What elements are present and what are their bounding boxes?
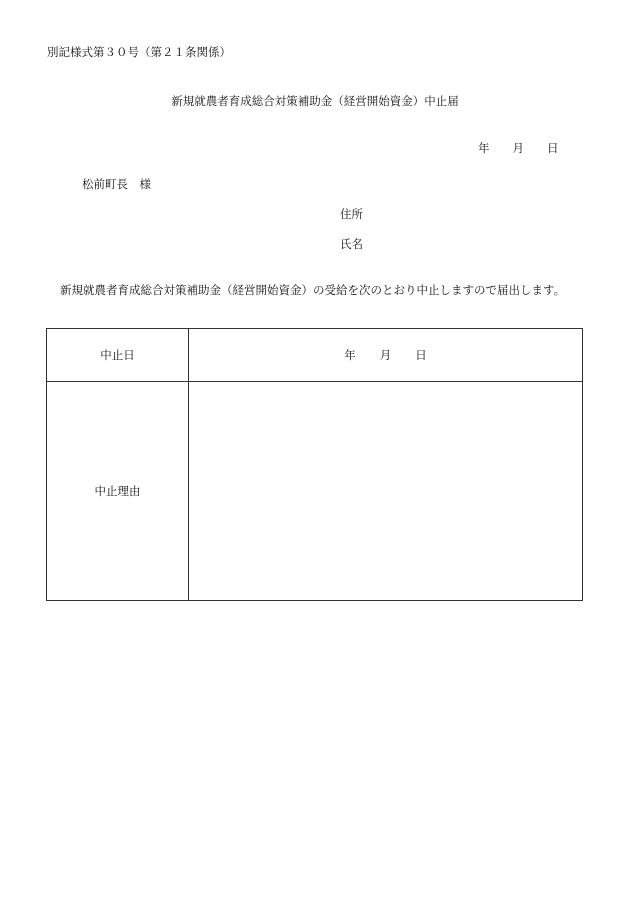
stop-date-month: 月 [379, 348, 392, 362]
form-number: 別記様式第３０号（第２１条関係） [47, 45, 231, 59]
address-label: 住所 [340, 207, 363, 221]
submission-date[interactable] [478, 143, 559, 155]
stop-reason-field[interactable] [189, 382, 582, 600]
stop-date-field[interactable] [189, 329, 582, 381]
stop-notification-table [46, 328, 583, 601]
notification-statement: 新規就農者育成総合対策補助金（経営開始資金）の受給を次のとおり中止しますので届出します。 [60, 283, 566, 297]
date-day: 日 [547, 141, 559, 155]
stop-date-year: 年 [344, 348, 356, 362]
stop-date-day: 日 [415, 348, 427, 362]
date-year: 年 [478, 141, 490, 155]
stop-date-label: 中止日 [100, 348, 135, 362]
stop-reason-label: 中止理由 [94, 484, 141, 498]
name-label: 氏名 [340, 237, 363, 251]
addressee: 松前町長 様 [82, 177, 151, 191]
document-title: 新規就農者育成総合対策補助金（経営開始資金）中止届 [171, 94, 459, 108]
date-month: 月 [512, 141, 524, 155]
